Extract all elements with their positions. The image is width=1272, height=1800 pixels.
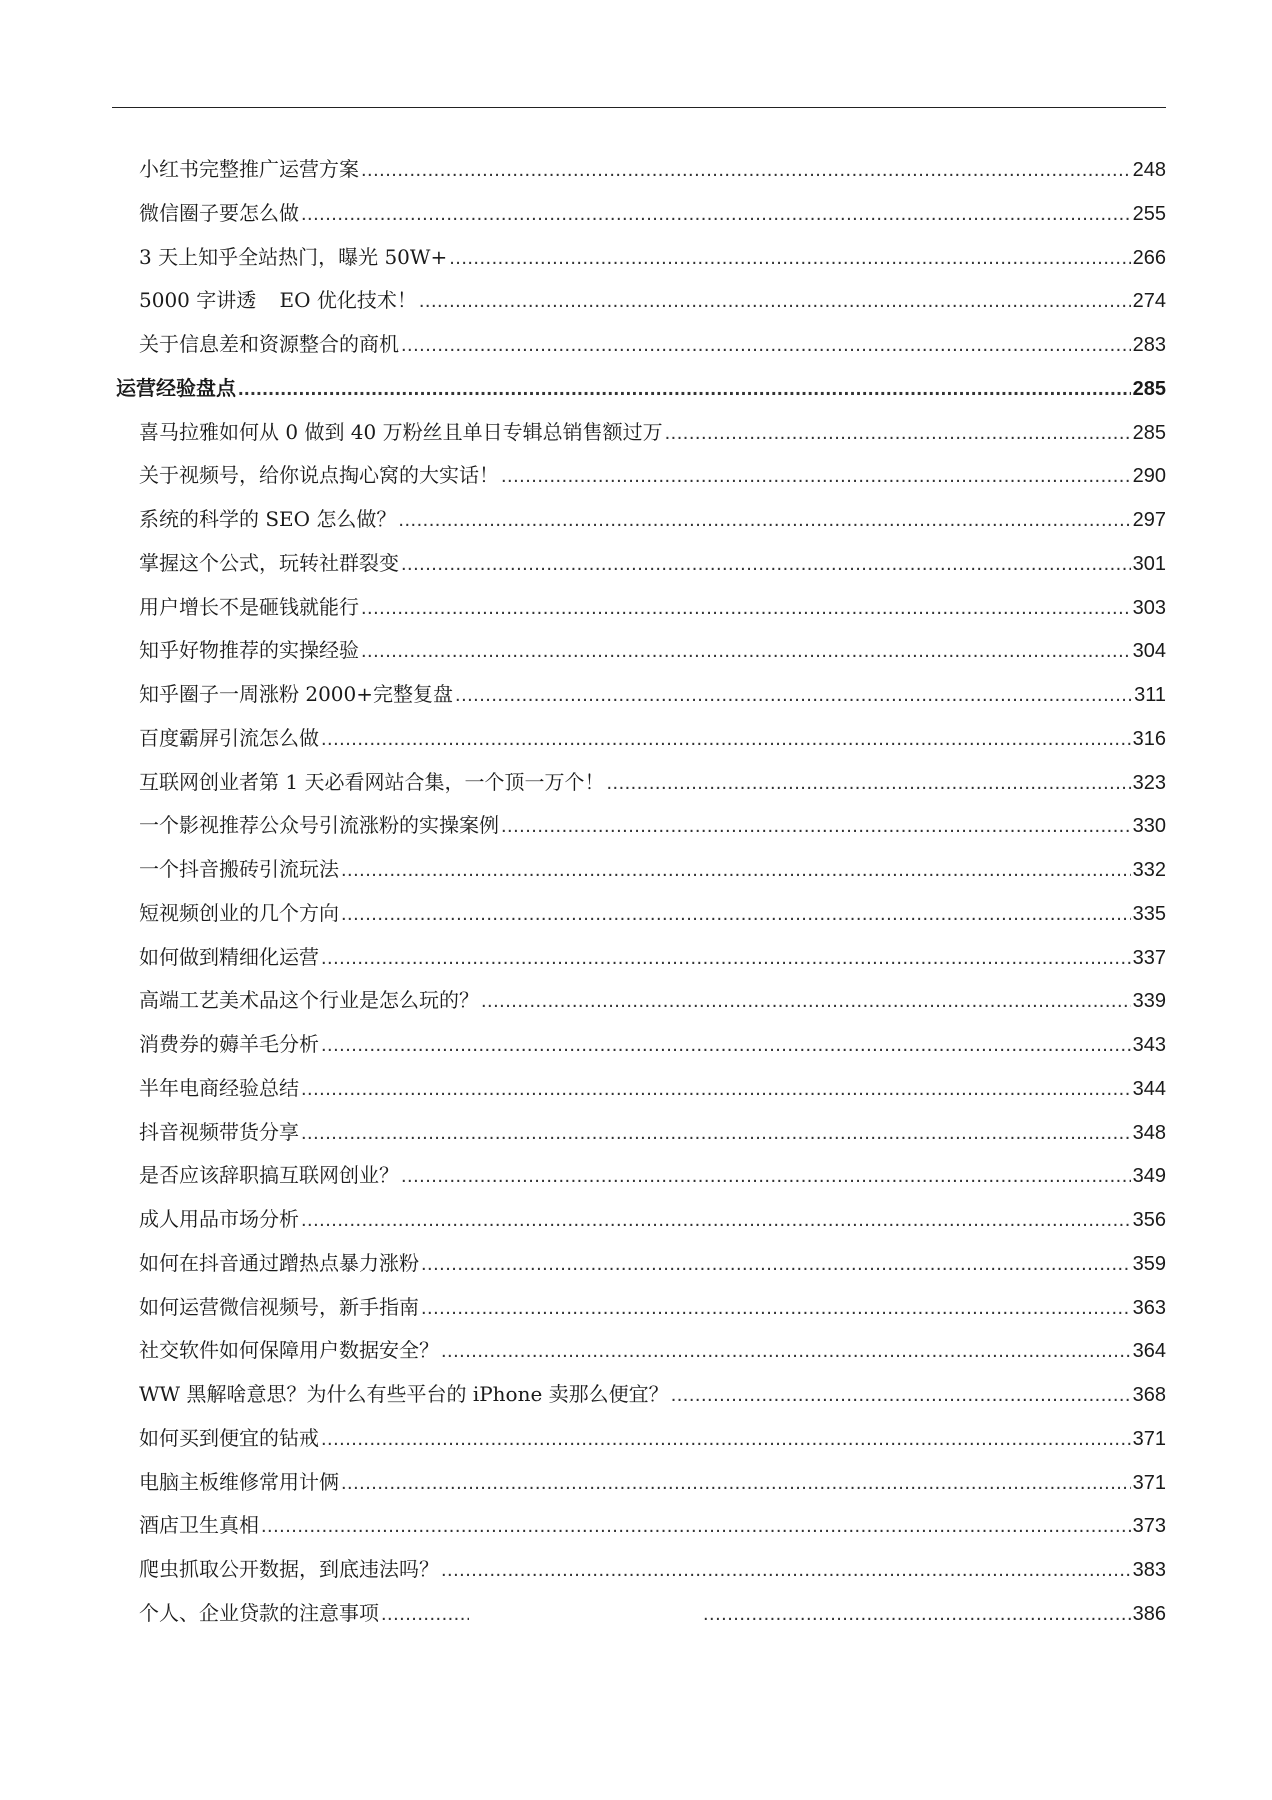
dot-leader	[321, 1024, 1131, 1068]
toc-entry[interactable]	[112, 1023, 1166, 1067]
toc-entry-title: 社交软件如何保障用户数据安全？	[139, 1338, 439, 1363]
dot-leader	[301, 1068, 1131, 1112]
toc-entry[interactable]	[112, 542, 1166, 586]
toc-page-number: 303	[1132, 596, 1166, 619]
toc-entry-title: 3 天上知乎全站热门，曝光 50W+	[139, 244, 448, 269]
toc-entry-title: 5000 字讲透	[139, 288, 257, 313]
toc-entry[interactable]	[112, 411, 1166, 455]
toc-entry[interactable]	[112, 1504, 1166, 1548]
toc-entry[interactable]	[112, 717, 1166, 761]
table-of-contents	[112, 148, 1166, 1636]
toc-page-number: 304	[1132, 640, 1166, 663]
toc-entry-title: 一个抖音搬砖引流玩法	[139, 857, 339, 881]
toc-entry-title: 酒店卫生真相	[139, 1513, 259, 1538]
dot-leader	[261, 1505, 1131, 1549]
toc-page-number: 290	[1132, 465, 1166, 488]
toc-entry-title: 是否应该辞职搞互联网创业？	[139, 1163, 399, 1188]
toc-entry-title: 互联网创业者第 1 天必看网站合集，一个顶一万个！	[139, 769, 605, 794]
dot-leader	[341, 849, 1131, 893]
toc-entry-title: 成人用品市场分析	[139, 1207, 299, 1231]
toc-entry[interactable]	[112, 979, 1166, 1023]
toc-entry[interactable]	[112, 279, 1166, 323]
toc-entry-title: 爬虫抓取公开数据，到底违法吗？	[139, 1557, 439, 1581]
toc-entry-title: 系统的科学的 SEO 怎么做？	[139, 507, 397, 531]
toc-page-number: 337	[1132, 946, 1166, 969]
toc-entry-title: 喜马拉雅如何从 0 做到 40 万粉丝且单日专辑总销售额过万	[139, 419, 663, 444]
toc-page-number: 285	[1132, 421, 1166, 444]
toc-entry-title: 如何运营微信视频号，新手指南	[139, 1294, 419, 1319]
toc-entry-title: 百度霸屏引流怎么做	[139, 725, 319, 750]
dot-leader	[419, 280, 1131, 324]
dot-leader	[455, 674, 1132, 718]
header-rule	[112, 107, 1166, 108]
toc-entry[interactable]	[112, 1548, 1166, 1592]
dot-leader	[401, 324, 1131, 368]
toc-page-number: 348	[1132, 1121, 1166, 1144]
toc-entry[interactable]	[112, 1286, 1166, 1330]
dot-leader	[301, 193, 1131, 237]
toc-entry-title: WW 黑解啥意思？为什么有些平台的 iPhone 卖那么便宜？	[139, 1382, 669, 1406]
toc-entry[interactable]	[112, 236, 1166, 280]
dot-leader	[341, 893, 1131, 937]
toc-entry-title: 运营经验盘点	[116, 375, 236, 400]
dot-leader	[421, 1243, 1131, 1287]
toc-page-number: 373	[1132, 1515, 1166, 1538]
toc-entry-title: 掌握这个公式，玩转社群裂变	[139, 550, 399, 575]
toc-entry[interactable]	[112, 454, 1166, 498]
toc-entry-title: 关于视频号，给你说点掏心窝的大实话！	[139, 463, 499, 488]
toc-entry[interactable]	[112, 1111, 1166, 1155]
toc-page-number: 285	[1132, 377, 1166, 400]
toc-entry-title: 用户增长不是砸钱就能行	[139, 594, 359, 619]
dot-leader	[341, 1462, 1131, 1506]
toc-page-number: 266	[1132, 246, 1166, 269]
toc-page-number: 330	[1132, 815, 1166, 838]
dot-leader	[703, 1593, 1131, 1637]
toc-entry[interactable]	[112, 673, 1166, 717]
toc-page-number: 323	[1132, 771, 1166, 794]
dot-leader	[321, 937, 1131, 981]
toc-page-number: 283	[1132, 334, 1166, 356]
toc-section-heading[interactable]	[112, 367, 1166, 411]
dot-leader	[481, 980, 1131, 1024]
toc-entry[interactable]	[112, 1329, 1166, 1373]
toc-page-number: 332	[1132, 859, 1166, 881]
dot-leader	[441, 1549, 1131, 1593]
toc-entry[interactable]	[112, 1242, 1166, 1286]
toc-entry-title: 如何在抖音通过蹭热点暴力涨粉	[139, 1250, 419, 1275]
dot-leader	[321, 718, 1131, 762]
dot-leader	[361, 587, 1131, 631]
toc-page-number: 349	[1132, 1165, 1166, 1188]
toc-entry[interactable]	[112, 1461, 1166, 1505]
toc-page-number: 386	[1132, 1602, 1166, 1625]
dot-leader	[301, 1112, 1131, 1156]
toc-page-number: 356	[1132, 1209, 1166, 1231]
toc-page-number: 368	[1132, 1384, 1166, 1406]
dot-leader	[381, 1593, 469, 1637]
toc-page-number: 274	[1132, 290, 1166, 313]
toc-page-number: 301	[1132, 552, 1166, 575]
dot-leader	[361, 630, 1131, 674]
toc-entry[interactable]	[112, 1198, 1166, 1242]
toc-page-number: 311	[1134, 684, 1166, 706]
dot-leader	[606, 762, 1130, 806]
toc-entry-title: 一个影视推荐公众号引流涨粉的实操案例	[139, 813, 499, 838]
toc-entry-title: 消费券的薅羊毛分析	[139, 1032, 319, 1056]
dot-leader	[441, 1330, 1131, 1374]
toc-entry-title: 知乎圈子一周涨粉 2000+完整复盘	[139, 682, 454, 706]
toc-entry[interactable]	[112, 892, 1166, 936]
toc-entry-title: 如何做到精细化运营	[139, 944, 319, 969]
toc-entry-title: 关于信息差和资源整合的商机	[139, 332, 399, 356]
dot-leader	[401, 1155, 1131, 1199]
dot-leader	[421, 1287, 1131, 1331]
toc-entry-title: 如何买到便宜的钻戒	[139, 1425, 319, 1450]
toc-entry-title: 个人、企业贷款的注意事项	[139, 1600, 379, 1625]
toc-entry[interactable]	[112, 323, 1166, 367]
toc-page-number: 339	[1132, 990, 1166, 1013]
toc-entry[interactable]	[112, 804, 1166, 848]
toc-entry[interactable]	[112, 148, 1166, 192]
toc-page-number: 359	[1132, 1252, 1166, 1275]
toc-page-number: 371	[1132, 1427, 1166, 1450]
toc-page-number: 363	[1132, 1296, 1166, 1319]
toc-page-number: 316	[1132, 727, 1166, 750]
dot-leader	[321, 1418, 1131, 1462]
toc-entry[interactable]	[112, 848, 1166, 892]
toc-page-number: 344	[1132, 1077, 1166, 1100]
toc-page-number: 335	[1132, 902, 1166, 925]
toc-page-number: 255	[1132, 202, 1166, 225]
toc-entry[interactable]	[112, 1417, 1166, 1461]
toc-entry[interactable]	[112, 586, 1166, 630]
toc-entry-title: 小红书完整推广运营方案	[139, 157, 359, 181]
toc-entry[interactable]	[112, 498, 1166, 542]
dot-leader	[401, 543, 1131, 587]
toc-entry-title: 高端工艺美术品这个行业是怎么玩的？	[139, 988, 479, 1013]
dot-leader	[361, 149, 1131, 193]
toc-entry-title: 半年电商经验总结	[139, 1075, 299, 1100]
toc-entry[interactable]	[112, 1592, 1166, 1636]
toc-entry-title: 短视频创业的几个方向	[139, 900, 339, 925]
toc-page-number: 343	[1132, 1034, 1166, 1056]
toc-entry-title: 知乎好物推荐的实操经验	[139, 638, 359, 663]
dot-leader	[501, 455, 1131, 499]
dot-leader	[301, 1199, 1131, 1243]
dot-leader	[671, 1374, 1131, 1418]
toc-page-number: 383	[1132, 1559, 1166, 1581]
toc-entry-title: 微信圈子要怎么做	[139, 200, 299, 225]
toc-entry[interactable]	[112, 936, 1166, 980]
toc-entry[interactable]	[112, 1067, 1166, 1111]
toc-entry[interactable]	[112, 761, 1166, 805]
toc-entry-title: 抖音视频带货分享	[139, 1119, 299, 1144]
toc-entry-title-part2: EO 优化技术！	[279, 288, 417, 313]
dot-leader	[398, 499, 1130, 543]
toc-entry[interactable]	[112, 1154, 1166, 1198]
toc-page-number: 371	[1132, 1471, 1166, 1494]
dot-leader	[449, 237, 1130, 281]
toc-page-number: 364	[1132, 1340, 1166, 1363]
toc-page-number: 297	[1132, 509, 1166, 531]
dot-leader	[501, 805, 1131, 849]
toc-entry-title: 电脑主板维修常用计俩	[139, 1469, 339, 1494]
dot-leader	[665, 412, 1131, 456]
toc-entry[interactable]	[112, 629, 1166, 673]
toc-entry[interactable]	[112, 192, 1166, 236]
toc-entry[interactable]	[112, 1373, 1166, 1417]
toc-page-number: 248	[1132, 159, 1166, 181]
dot-leader	[238, 368, 1131, 412]
